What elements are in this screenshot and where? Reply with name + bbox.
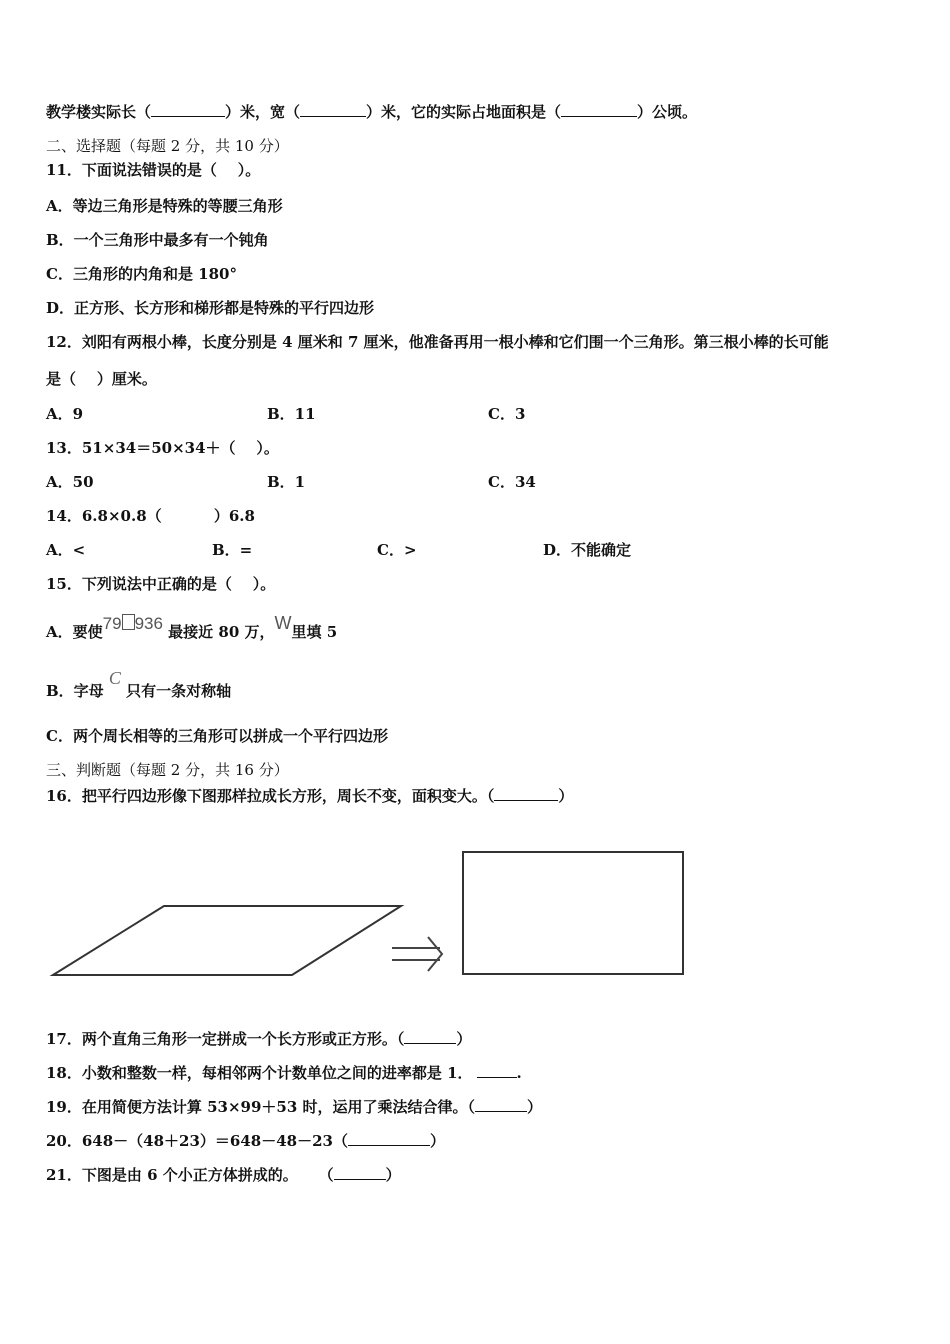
q17-text: 17．两个直角三角形一定拼成一个长方形或正方形。（	[46, 1030, 405, 1048]
answer-blank[interactable]	[477, 1063, 517, 1078]
q14-option-b[interactable]: B．=	[212, 541, 253, 559]
q20-end: ）	[430, 1132, 446, 1150]
missing-digit-box	[122, 614, 135, 630]
answer-blank[interactable]	[494, 786, 558, 801]
q20-text: 20．648－（48＋23）＝648－48－23（	[46, 1132, 348, 1150]
q18	[46, 1063, 522, 1083]
q21	[46, 1165, 401, 1185]
q15-option-b[interactable]	[46, 668, 232, 701]
q18-end: .	[516, 1064, 522, 1082]
q16-end: ）	[558, 787, 574, 805]
q11-option-d[interactable]: D．正方形、长方形和梯形都是特殊的平行四边形	[46, 299, 375, 317]
q17	[46, 1029, 471, 1049]
q18-text: 18．小数和整数一样，每相邻两个计数单位之间的进率都是 1．	[46, 1064, 473, 1082]
answer-blank[interactable]	[348, 1131, 430, 1146]
double-arrow-icon	[392, 937, 442, 971]
answer-blank[interactable]	[404, 1029, 456, 1044]
q19	[46, 1097, 542, 1117]
q16	[46, 786, 573, 806]
q13-stem: 13．51×34＝50×34＋（ ）。	[46, 439, 279, 457]
q17-end: ）	[456, 1030, 472, 1048]
top-line	[46, 102, 697, 122]
answer-blank[interactable]	[561, 102, 637, 117]
q15-a-w-symbol: W	[274, 613, 292, 633]
q12-option-b[interactable]: B．11	[267, 405, 316, 423]
q13-option-b[interactable]: B．1	[267, 473, 306, 491]
top-line-part1: 教学楼实际长（	[46, 103, 152, 121]
q16-figure	[40, 840, 700, 990]
q15-a-prefix: A．要使	[46, 623, 103, 641]
q15-option-c[interactable]: C．两个周长相等的三角形可以拼成一个平行四边形	[46, 727, 388, 745]
q15-a-number-left: 79	[102, 614, 122, 633]
answer-blank[interactable]	[475, 1097, 527, 1112]
q14-option-c[interactable]: C．>	[377, 541, 417, 559]
q20	[46, 1131, 445, 1151]
q19-end: ）	[527, 1098, 543, 1116]
rectangle-shape	[463, 852, 683, 974]
q12-stem-line2: 是（ ）厘米。	[46, 370, 157, 388]
q19-text: 19．在用简便方法计算 53×99＋53 时，运用了乘法结合律。（	[46, 1098, 476, 1116]
top-line-part2: ）米，宽（	[225, 103, 301, 121]
q14-option-d[interactable]: D．不能确定	[543, 541, 632, 559]
q11-stem: 11．下面说法错误的是（ ）。	[46, 161, 261, 179]
q15-b-prefix: B．字母	[46, 682, 104, 700]
q15-b-letter: C	[108, 668, 121, 688]
q12-option-c[interactable]: C．3	[488, 405, 526, 423]
q15-a-number-right: 936	[134, 614, 163, 633]
q13-option-c[interactable]: C．34	[488, 473, 536, 491]
q15-b-suffix: 只有一条对称轴	[126, 682, 232, 700]
top-line-part3: ）米，它的实际占地面积是（	[366, 103, 562, 121]
q14-stem: 14．6.8×0.8（ ）6.8	[46, 507, 255, 525]
q11-option-c[interactable]: C．三角形的内角和是 180°	[46, 265, 237, 283]
q11-option-b[interactable]: B．一个三角形中最多有一个钝角	[46, 231, 269, 249]
q16-text: 16．把平行四边形像下图那样拉成长方形，周长不变，面积变大。（	[46, 787, 495, 805]
top-line-part4: ）公顷。	[637, 103, 698, 121]
answer-blank[interactable]	[300, 102, 366, 117]
section2-title: 二、选择题（每题 2 分，共 10 分）	[46, 137, 289, 155]
section3-title: 三、判断题（每题 2 分，共 16 分）	[46, 761, 289, 779]
q15-a-suffix: 里填 5	[291, 623, 338, 641]
q14-option-a[interactable]: A．<	[46, 541, 86, 559]
q15-a-mid: 最接近 80 万，	[168, 623, 275, 641]
q21-text: 21．下图是由 6 个小正方体拼成的。 （	[46, 1166, 334, 1184]
q11-option-a[interactable]: A．等边三角形是特殊的等腰三角形	[46, 197, 283, 215]
q13-option-a[interactable]: A．50	[46, 473, 94, 491]
q12-stem-line1: 12．刘阳有两根小棒，长度分别是 4 厘米和 7 厘米，他准备再用一根小棒和它们围一个三角形。第三根小棒的长可能	[46, 333, 829, 351]
q15-option-a[interactable]	[46, 613, 338, 642]
q15-stem: 15．下列说法中正确的是（ ）。	[46, 575, 276, 593]
answer-blank[interactable]	[151, 102, 225, 117]
q15-a-number	[103, 614, 163, 633]
answer-blank[interactable]	[334, 1165, 386, 1180]
parallelogram-shape	[53, 906, 401, 975]
q12-option-a[interactable]: A．9	[46, 405, 84, 423]
q21-end: ）	[385, 1166, 401, 1184]
